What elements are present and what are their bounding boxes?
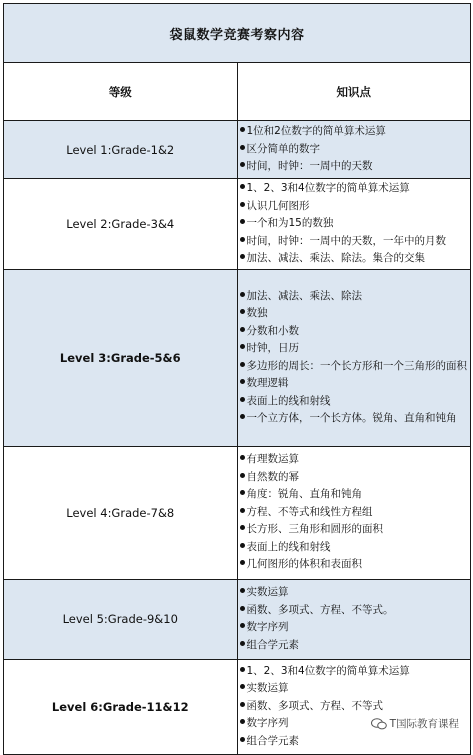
bullet-icon	[240, 292, 245, 297]
bullet-icon	[240, 623, 245, 628]
list-item: 1、2、3和4位数字的简单算术运算	[240, 180, 471, 198]
bullet-icon	[240, 254, 245, 259]
row-level: Level 5:Grade-9&10	[4, 579, 238, 659]
list-item: 1位和2位数字的简单算术运算	[240, 123, 471, 141]
list-item: 时钟，日历	[240, 340, 471, 358]
bullet-icon	[240, 362, 245, 367]
bullet-icon	[240, 543, 245, 548]
list-item: 分数和小数	[240, 323, 471, 341]
list-item: 一个和为15的数独	[240, 215, 471, 233]
row-level: Level 2:Grade-3&4	[4, 179, 238, 270]
list-item: 长方形、三角形和圆形的面积	[240, 521, 471, 539]
contest-content-table	[3, 3, 471, 755]
bullet-icon	[240, 219, 245, 224]
bullet-icon	[240, 127, 245, 132]
list-item: 函数、多项式、方程、不等式	[240, 698, 471, 716]
bullet-icon	[240, 455, 245, 460]
bullet-icon	[240, 202, 245, 207]
bullet-icon	[240, 184, 245, 189]
list-item: 加法、减法、乘法、除法。集合的交集	[240, 250, 471, 268]
row-level: Level 1:Grade-1&2	[4, 121, 238, 179]
row-items	[237, 121, 471, 179]
table-row	[4, 659, 471, 754]
bullet-icon	[240, 327, 245, 332]
list-item: 加法、减法、乘法、除法	[240, 288, 471, 306]
bullet-icon	[240, 344, 245, 349]
bullet-icon	[240, 719, 245, 724]
list-item: 一个立方体，一个长方体。锐角、直角和钝角	[240, 410, 471, 428]
list-item: 方程、不等式和线性方程组	[240, 504, 471, 522]
watermark-text: T国际教育课程	[389, 718, 459, 730]
bullet-icon	[240, 606, 245, 611]
row-items	[237, 659, 471, 754]
table-row	[4, 446, 471, 579]
list-item: 数独	[240, 305, 471, 323]
list-item: 多边形的周长：一个长方形和一个三角形的面积	[240, 358, 471, 376]
bullet-icon	[240, 737, 245, 742]
list-item: 角度：锐角、直角和钝角	[240, 486, 471, 504]
table-title: 袋鼠数学竞赛考察内容	[4, 4, 471, 63]
bullet-icon	[240, 508, 245, 513]
bullet-icon	[240, 473, 245, 478]
bullet-icon	[240, 490, 245, 495]
row-items	[237, 269, 471, 446]
table-row	[4, 269, 471, 446]
bullet-icon	[240, 684, 245, 689]
list-item: 区分简单的数字	[240, 141, 471, 159]
list-item: 数理逻辑	[240, 375, 471, 393]
table-row	[4, 579, 471, 659]
bullet-icon	[240, 702, 245, 707]
bullet-icon	[240, 525, 245, 530]
bullet-icon	[240, 414, 245, 419]
row-items	[237, 179, 471, 270]
bullet-icon	[240, 309, 245, 314]
list-item: 数字序列	[240, 715, 471, 733]
bullet-icon	[240, 560, 245, 565]
list-item: 几何图形的体积和表面积	[240, 556, 471, 574]
list-item: 时间，时钟：一周中的天数	[240, 158, 471, 176]
list-item: 自然数的幂	[240, 469, 471, 487]
bullet-icon	[240, 379, 245, 384]
wechat-icon	[371, 718, 387, 730]
list-item: 数字序列	[240, 619, 471, 637]
list-item: 1、2、3和4位数字的简单算术运算	[240, 663, 471, 681]
bullet-icon	[240, 397, 245, 402]
list-item: 认识几何图形	[240, 198, 471, 216]
bullet-icon	[240, 588, 245, 593]
list-item: 有理数运算	[240, 451, 471, 469]
bullet-icon	[240, 237, 245, 242]
bullet-icon	[240, 641, 245, 646]
list-item: 实数运算	[240, 680, 471, 698]
list-item: 函数、多项式、方程、不等式。	[240, 602, 471, 620]
row-level: Level 4:Grade-7&8	[4, 446, 238, 579]
bullet-icon	[240, 162, 245, 167]
bullet-icon	[240, 667, 245, 672]
list-item: 表面上的线和射线	[240, 539, 471, 557]
row-items	[237, 446, 471, 579]
row-level: Level 6:Grade-11&12	[4, 659, 238, 754]
list-item: 组合学元素	[240, 637, 471, 655]
list-item: 实数运算	[240, 584, 471, 602]
list-item: 组合学元素	[240, 733, 471, 751]
row-level: Level 3:Grade-5&6	[4, 269, 238, 446]
table-row	[4, 121, 471, 179]
bullet-icon	[240, 145, 245, 150]
list-item: 表面上的线和射线	[240, 393, 471, 411]
header-level: 等级	[4, 63, 238, 121]
row-items	[237, 579, 471, 659]
header-knowledge: 知识点	[237, 63, 471, 121]
watermark	[371, 716, 459, 731]
table-row	[4, 179, 471, 270]
list-item: 时间，时钟：一周中的天数，一年中的月数	[240, 233, 471, 251]
